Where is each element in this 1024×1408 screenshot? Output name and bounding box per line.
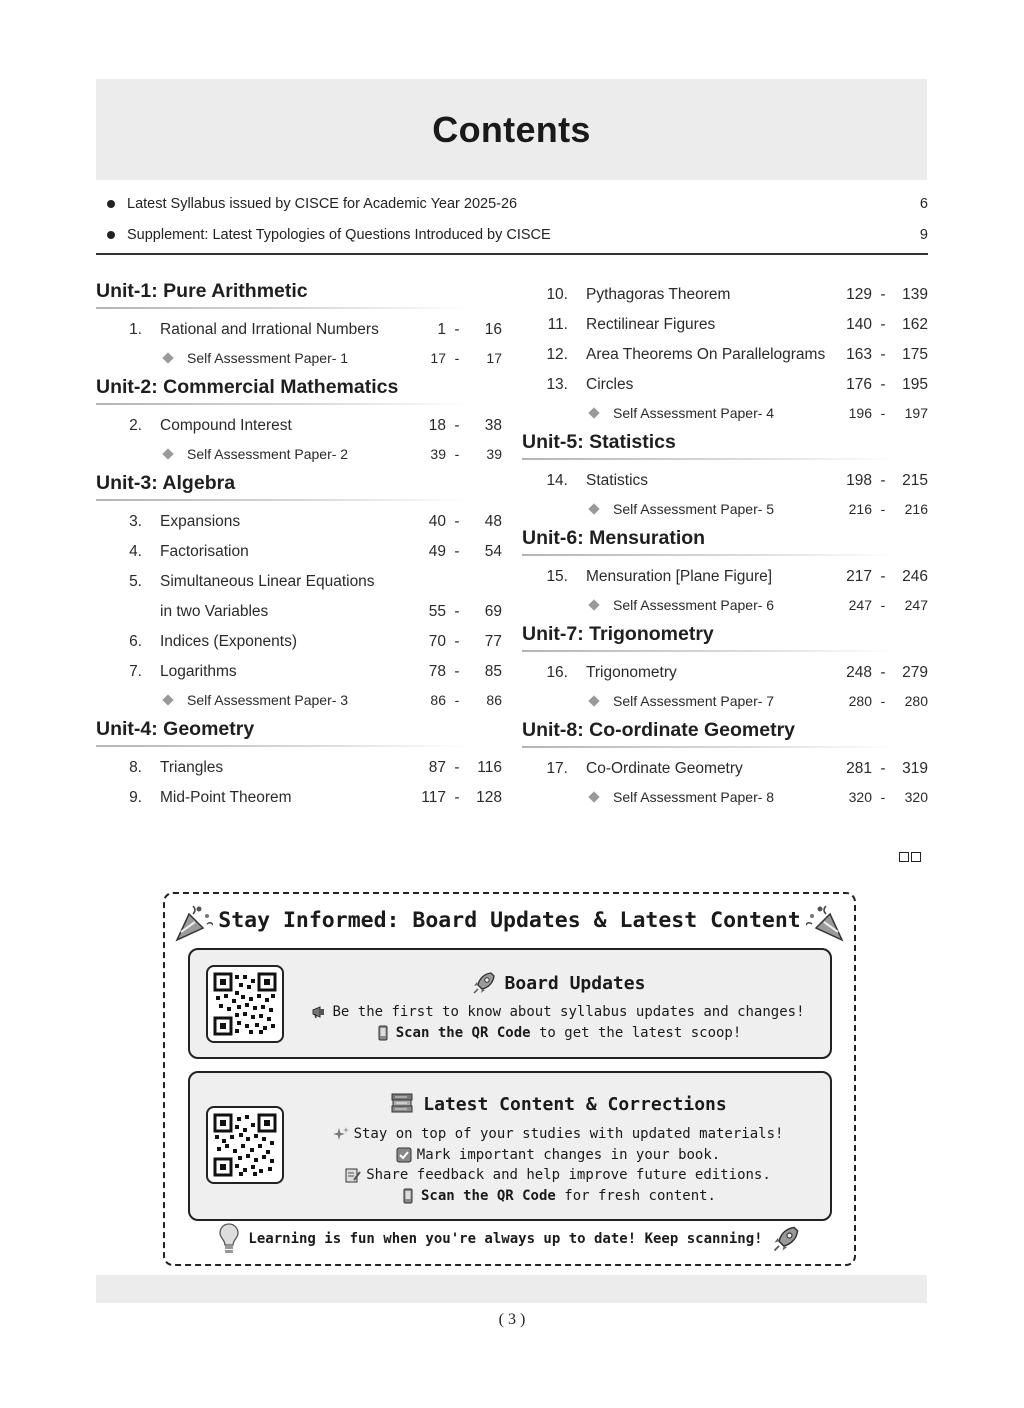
phone-icon — [400, 1188, 416, 1204]
unit-heading: Unit-5: Statistics — [522, 431, 928, 460]
chapter-number: 7. — [129, 663, 142, 680]
diamond-icon — [588, 599, 599, 610]
chapter-number: 2. — [129, 417, 142, 434]
page-end: 48 — [484, 513, 502, 530]
page-start: 280 — [848, 693, 872, 709]
page-end: 128 — [476, 789, 502, 806]
page-title: Contents — [432, 108, 591, 150]
chapter-name: Area Theorems On Parallelograms — [586, 346, 826, 363]
page-start: 17 — [430, 350, 446, 366]
chapter-name: Rational and Irrational Numbers — [160, 321, 379, 338]
page-end: 215 — [902, 472, 928, 489]
page-start: 129 — [846, 286, 872, 303]
self-assessment-name: Self Assessment Paper- 7 — [613, 693, 775, 709]
chapter-entry[interactable] — [96, 507, 502, 537]
chapter-name: Co-Ordinate Geometry — [586, 760, 743, 777]
rocket-icon — [771, 1224, 801, 1254]
chapter-name: Logarithms — [160, 663, 237, 680]
promo-line — [300, 1124, 816, 1145]
chapter-entry-continued[interactable] — [96, 597, 502, 627]
chapter-number: 16. — [546, 664, 568, 681]
chapter-number: 13. — [546, 376, 568, 393]
chapter-number: 10. — [546, 286, 568, 303]
chapter-entry[interactable] — [522, 340, 928, 370]
chapter-name: Statistics — [586, 472, 649, 489]
unit-heading: Unit-8: Co-ordinate Geometry — [522, 719, 928, 748]
page-start: 78 — [428, 663, 446, 680]
chapter-entry[interactable] — [522, 562, 928, 592]
page-end: 280 — [904, 693, 928, 709]
page-end: 86 — [486, 692, 502, 708]
page-end: 320 — [904, 789, 928, 805]
scan-qr-emphasis: Scan the QR Code — [420, 1187, 556, 1204]
chapter-name: Indices (Exponents) — [160, 633, 297, 650]
page-dash: - — [454, 603, 460, 620]
page-start: 140 — [846, 316, 872, 333]
self-assessment-entry[interactable] — [522, 400, 928, 426]
chapter-entry[interactable] — [96, 537, 502, 567]
page-end: 17 — [486, 350, 502, 366]
page-dash: - — [454, 417, 460, 434]
page-dash: - — [880, 346, 886, 363]
chapter-entry[interactable] — [96, 657, 502, 687]
qr-code-icon[interactable] — [206, 965, 284, 1043]
chapter-number: 9. — [129, 789, 142, 806]
page-dash: - — [454, 350, 460, 366]
page-end: 319 — [902, 760, 928, 777]
self-assessment-name: Self Assessment Paper- 3 — [187, 692, 349, 708]
page-end: 38 — [484, 417, 502, 434]
chapter-entry[interactable] — [522, 658, 928, 688]
self-assessment-entry[interactable] — [96, 441, 502, 467]
page-end: 139 — [902, 286, 928, 303]
page-start: 281 — [846, 760, 872, 777]
bullet-icon — [107, 231, 115, 239]
page-dash: - — [454, 759, 460, 776]
footer-band — [96, 1275, 927, 1303]
unit-heading: Unit-4: Geometry — [96, 718, 502, 747]
page-dash: - — [880, 693, 886, 709]
page-start: 40 — [428, 513, 446, 530]
chapter-entry[interactable] — [522, 370, 928, 400]
chapter-number: 15. — [546, 568, 568, 585]
promo-footer-text: Learning is fun when you're always up to date! Keep scanning! — [248, 1231, 763, 1247]
intro-label: Supplement: Latest Typologies of Questions Introduced by CISCE — [127, 226, 551, 243]
intro-page: 6 — [919, 195, 928, 212]
page-start: 176 — [846, 376, 872, 393]
promo-footer — [165, 1222, 854, 1256]
phone-icon — [375, 1025, 391, 1041]
diamond-icon — [162, 352, 173, 363]
promo-line — [300, 1145, 816, 1166]
content-line-2: Mark important changes in your book. — [416, 1146, 721, 1163]
page-start: 18 — [428, 417, 446, 434]
chapter-number: 3. — [129, 513, 142, 530]
page-start: 49 — [428, 543, 446, 560]
self-assessment-entry[interactable] — [522, 688, 928, 714]
self-assessment-entry[interactable] — [522, 496, 928, 522]
diamond-icon — [162, 448, 173, 459]
page-dash: - — [880, 760, 886, 777]
chapter-entry[interactable] — [522, 310, 928, 340]
page-start: 70 — [428, 633, 446, 650]
scan-qr-emphasis: Scan the QR Code — [395, 1024, 531, 1041]
chapter-entry[interactable] — [522, 466, 928, 496]
lightbulb-icon — [218, 1222, 240, 1256]
page-start: 86 — [430, 692, 446, 708]
page-dash: - — [880, 376, 886, 393]
content-line-3: Share feedback and help improve future editions. — [366, 1167, 771, 1183]
unit-heading: Unit-3: Algebra — [96, 472, 502, 501]
page-start: 163 — [846, 346, 872, 363]
page-dash: - — [880, 568, 886, 585]
self-assessment-name: Self Assessment Paper- 5 — [613, 501, 775, 517]
self-assessment-name: Self Assessment Paper- 6 — [613, 597, 775, 613]
chapter-name: Mid-Point Theorem — [160, 789, 292, 806]
divider — [96, 253, 928, 255]
chapter-name: Trigonometry — [586, 664, 677, 681]
promo-box — [163, 892, 856, 1266]
latest-content-card — [188, 1071, 832, 1221]
page-start: 198 — [846, 472, 872, 489]
chapter-entry[interactable] — [96, 627, 502, 657]
page-start: 217 — [846, 568, 872, 585]
page-dash: - — [454, 789, 460, 806]
page-dash: - — [880, 316, 886, 333]
page-end: 69 — [484, 603, 502, 620]
board-updates-content — [300, 950, 816, 1043]
intro-label: Latest Syllabus issued by CISCE for Academic Year 2025-26 — [127, 195, 518, 212]
self-assessment-name: Self Assessment Paper- 8 — [613, 789, 775, 805]
page-dash: - — [454, 446, 460, 462]
chapter-name: Circles — [586, 376, 634, 393]
promo-title: Stay Informed: Board Updates & Latest Content — [218, 908, 801, 933]
latest-content-title: Latest Content & Corrections — [423, 1093, 727, 1115]
page-dash: - — [880, 664, 886, 681]
page-start: 117 — [421, 789, 446, 806]
chapter-name: Compound Interest — [160, 417, 292, 434]
chapter-entry[interactable] — [522, 280, 928, 310]
self-assessment-entry[interactable] — [522, 784, 928, 810]
title-band — [96, 79, 927, 180]
diamond-icon — [162, 694, 173, 705]
self-assessment-entry[interactable] — [522, 592, 928, 618]
toc-left-column — [96, 280, 502, 813]
page-start: 87 — [428, 759, 446, 776]
promo-line — [300, 1165, 816, 1186]
chapter-entry[interactable] — [96, 567, 502, 597]
board-line-1: Be the first to know about syllabus updates and changes! — [332, 1004, 805, 1020]
page-dash: - — [454, 321, 460, 338]
rocket-icon — [471, 970, 497, 996]
page-number: ( 3 ) — [498, 1311, 526, 1328]
content-line-4: for fresh content. — [555, 1187, 716, 1204]
intro-item[interactable] — [96, 219, 928, 250]
chapter-number: 14. — [546, 472, 568, 489]
page-dash: - — [454, 513, 460, 530]
page-end: 77 — [484, 633, 502, 650]
page-end: 162 — [902, 316, 928, 333]
bullet-icon — [107, 200, 115, 208]
page-end: 116 — [477, 759, 502, 776]
page-start: 55 — [428, 603, 446, 620]
promo-line — [300, 1186, 816, 1207]
page-start: 216 — [848, 501, 872, 517]
page-dash: - — [454, 663, 460, 680]
intro-page: 9 — [919, 226, 928, 243]
board-line-2: to get the latest scoop! — [530, 1024, 742, 1041]
page-end: 175 — [902, 346, 928, 363]
intro-list — [96, 188, 928, 250]
content-line-1: Stay on top of your studies with updated materials! — [353, 1126, 784, 1142]
page-dash: - — [454, 692, 460, 708]
chapter-entry[interactable] — [96, 753, 502, 783]
page-end: 85 — [484, 663, 502, 680]
chapter-name: Expansions — [160, 513, 241, 530]
chapter-name: Pythagoras Theorem — [586, 286, 731, 303]
chapter-number: 4. — [129, 543, 142, 560]
page-end: 16 — [484, 321, 502, 338]
chapter-entry[interactable] — [96, 783, 502, 813]
page-end: 54 — [484, 543, 502, 560]
diamond-icon — [588, 503, 599, 514]
page-end: 247 — [904, 597, 928, 613]
unit-heading: Unit-6: Mensuration — [522, 527, 928, 556]
end-of-section-icon — [899, 852, 921, 862]
page-dash: - — [880, 286, 886, 303]
page-start: 248 — [846, 664, 872, 681]
page-dash: - — [880, 405, 886, 421]
chapter-number: 1. — [129, 321, 142, 338]
page-start: 196 — [848, 405, 872, 421]
self-assessment-name: Self Assessment Paper- 1 — [187, 350, 349, 366]
board-updates-heading — [300, 970, 816, 996]
sparkles-icon — [333, 1126, 349, 1142]
qr-code-icon[interactable] — [206, 1106, 284, 1184]
page-end: 246 — [902, 568, 928, 585]
page-start: 1 — [437, 321, 446, 338]
diamond-icon — [588, 791, 599, 802]
chapter-name: Factorisation — [160, 543, 249, 560]
chapter-number: 11. — [547, 316, 568, 333]
diamond-icon — [588, 407, 599, 418]
unit-heading: Unit-7: Trigonometry — [522, 623, 928, 652]
unit-heading: Unit-2: Commercial Mathematics — [96, 376, 502, 405]
page-end: 216 — [904, 501, 928, 517]
page-dash: - — [880, 789, 886, 805]
checkbox-icon — [396, 1147, 412, 1163]
page-dash: - — [454, 543, 460, 560]
chapter-name: in two Variables — [160, 603, 269, 620]
unit-heading: Unit-1: Pure Arithmetic — [96, 280, 502, 309]
latest-content-content — [300, 1073, 816, 1206]
chapter-number: 17. — [546, 760, 568, 777]
chapter-number: 12. — [546, 346, 568, 363]
page-dash: - — [880, 501, 886, 517]
page-end: 39 — [486, 446, 502, 462]
chapter-name: Mensuration [Plane Figure] — [586, 568, 773, 585]
chapter-number: 6. — [129, 633, 142, 650]
page-start: 320 — [848, 789, 872, 805]
self-assessment-name: Self Assessment Paper- 4 — [613, 405, 775, 421]
self-assessment-entry[interactable] — [96, 345, 502, 371]
promo-line — [300, 1023, 816, 1044]
page-dash: - — [880, 597, 886, 613]
chapter-name: Triangles — [160, 759, 224, 776]
toc-right-column — [522, 280, 928, 810]
chapter-entry[interactable] — [522, 754, 928, 784]
page-start: 247 — [848, 597, 872, 613]
megaphone-icon — [311, 1004, 327, 1020]
self-assessment-entry[interactable] — [96, 687, 502, 713]
chapter-entry[interactable] — [96, 315, 502, 345]
page-end: 195 — [902, 376, 928, 393]
intro-item[interactable] — [96, 188, 928, 219]
chapter-entry[interactable] — [96, 411, 502, 441]
self-assessment-name: Self Assessment Paper- 2 — [187, 446, 349, 462]
chapter-name: Rectilinear Figures — [586, 316, 716, 333]
chapter-number: 5. — [129, 573, 142, 590]
diamond-icon — [588, 695, 599, 706]
page-start: 39 — [430, 446, 446, 462]
page-end: 197 — [904, 405, 928, 421]
page-end: 279 — [902, 664, 928, 681]
page-dash: - — [880, 472, 886, 489]
board-updates-title: Board Updates — [504, 972, 646, 994]
chapter-name: Simultaneous Linear Equations — [160, 573, 375, 590]
board-updates-card — [188, 948, 832, 1059]
latest-content-heading — [300, 1091, 816, 1117]
page-dash: - — [454, 633, 460, 650]
chapter-number: 8. — [129, 759, 142, 776]
memo-icon — [345, 1167, 361, 1183]
promo-line — [300, 1002, 816, 1023]
books-icon — [389, 1091, 415, 1117]
